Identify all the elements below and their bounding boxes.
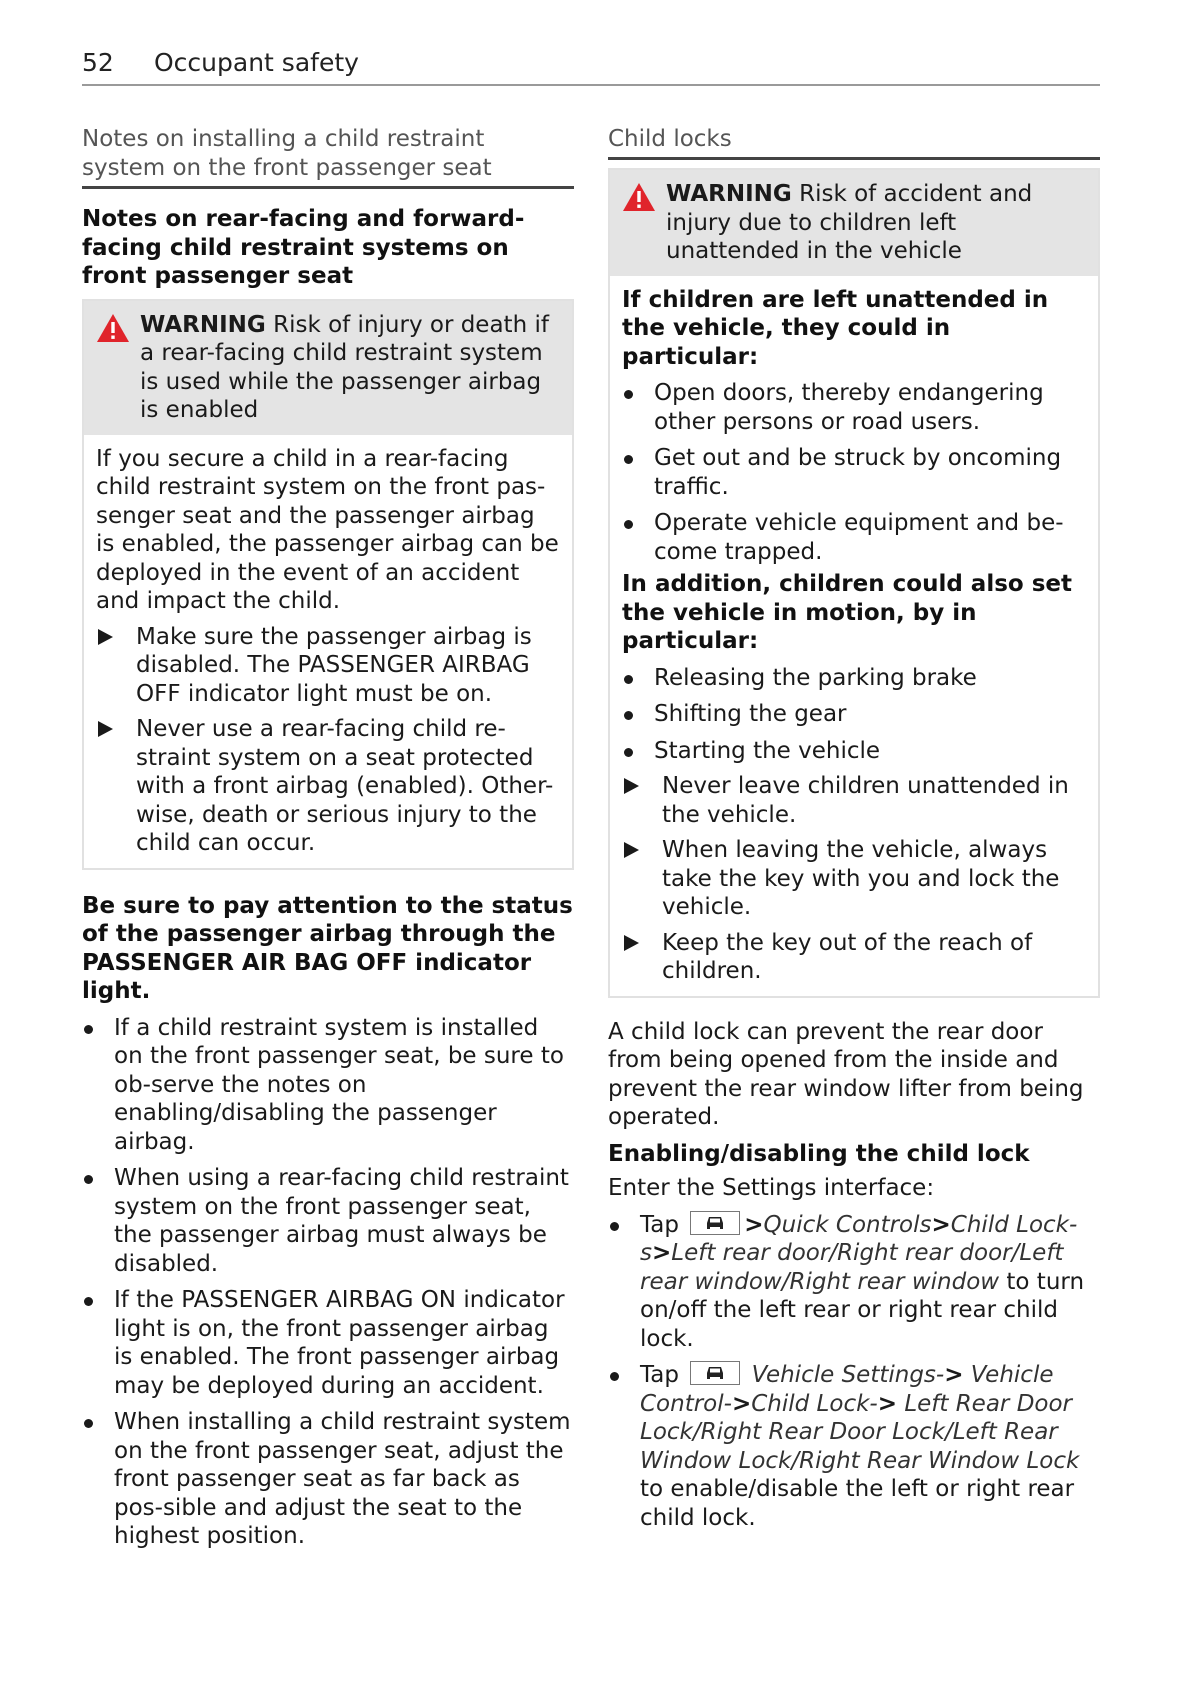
list-item: Open doors, thereby endangering other persons or road users. [622, 379, 1086, 436]
warning-header [610, 170, 1098, 276]
warning-body [610, 276, 1098, 996]
list-item: Get out and be struck by oncoming traffic. [622, 444, 1086, 501]
instruction-quick-controls: Tap >Quick Controls>Child Lock-s>Left rear door/Right rear door/Left rear window/Right rear window to turn on/off the left rear or right rear child lock. [608, 1211, 1100, 1354]
risk-list-1 [622, 379, 1086, 566]
arrow-icon [624, 778, 639, 794]
list-item: If a child restraint system is installed on the front passenger seat, be sure to ob-serve the notes on enabling/disabling the passenger airbag. [82, 1014, 574, 1157]
warning-title: Risk of injury or death if a rear-facing child restraint system is used while the passenger airbag is enabled [140, 311, 549, 423]
bullet-icon [624, 711, 633, 720]
list-item: Shifting the gear [622, 700, 1086, 729]
bullet-icon [624, 390, 633, 399]
risk-heading-2: In addition, children could also set the vehicle in motion, by in particular: [622, 571, 1072, 654]
warning-keyword: WARNING [140, 311, 266, 338]
bullet-icon [84, 1175, 93, 1184]
child-lock-intro: A child lock can prevent the rear door from being opened from the inside and prevent the rear window lifter from being operated. [608, 1018, 1084, 1130]
bullet-icon [624, 748, 633, 757]
attention-heading: Be sure to pay attention to the status of the passenger airbag through the PASSENGER AIR BAG OFF indicator light. [82, 892, 573, 1004]
list-item: Keep the key out of the reach of children. [622, 929, 1086, 986]
car-icon [690, 1211, 740, 1235]
arrow-icon [624, 842, 639, 858]
list-item: If the PASSENGER AIRBAG ON indicator light is on, the front passenger airbag is enabled. The front passenger airbag may be deployed during an accident. [82, 1286, 574, 1400]
warning-steps [622, 772, 1086, 986]
left-column [82, 125, 574, 1551]
unattended-warning-box [608, 168, 1100, 998]
subheading-child-restraint: Notes on rear-facing and forward-facing child restraint systems on front passenger seat [82, 206, 525, 289]
list-item: Make sure the passenger airbag is disabled. The PASSENGER AIRBAG OFF indicator light must be on. [96, 623, 560, 709]
list-item: Releasing the parking brake [622, 664, 1086, 693]
bullet-icon [84, 1419, 93, 1428]
warning-title: Risk of accident and injury due to children left unattended in the vehicle [666, 181, 1033, 264]
warning-triangle-icon [622, 182, 656, 212]
page-header [82, 46, 1100, 86]
page-number: 52 [82, 48, 114, 77]
bullet-icon [624, 675, 633, 684]
enable-heading: Enabling/disabling the child lock [608, 1140, 1030, 1167]
enter-settings-text: Enter the Settings interface: [608, 1175, 935, 1201]
bullet-icon [624, 520, 633, 529]
list-item: Starting the vehicle [622, 737, 1086, 766]
bullet-icon [610, 1222, 619, 1231]
warning-keyword: WARNING [666, 181, 792, 207]
list-item: Never use a rear-facing child re-straint system on a seat protected with a front airbag (enabled). Other-wise, death or serious injury to the child can occur. [96, 715, 560, 858]
list-item: When using a rear-facing child restraint system on the front passenger seat, the passenger airbag must always be disabled. [82, 1164, 574, 1278]
airbag-warning-box [82, 299, 574, 870]
arrow-icon [98, 629, 113, 645]
chapter-title: Occupant safety [154, 48, 359, 77]
list-item: Never leave children unattended in the vehicle. [622, 772, 1086, 829]
warning-triangle-icon [96, 313, 130, 343]
bullet-icon [84, 1297, 93, 1306]
warning-steps [96, 623, 560, 858]
warning-body [84, 435, 572, 868]
bullet-icon [84, 1025, 93, 1034]
instruction-vehicle-settings: Tap Vehicle Settings-> Vehicle Control->Child Lock-> Left Rear Door Lock/Right Rear Door Lock/Left Rear Window Lock/Right Rear Window Lock to enable/disable the left or right rear child lock. [608, 1361, 1100, 1532]
risk-list-2 [622, 664, 1086, 766]
warning-body-text: If you secure a child in a rear-facing child restraint system on the front pas-senger seat and the passenger airbag is enabled, the passenger airbag can be deployed in the event of an accident and impact the child. [96, 445, 559, 614]
section-heading-front-seat: Notes on installing a child restraint system on the front passenger seat [82, 125, 574, 189]
right-column [608, 125, 1100, 1532]
bullet-icon [624, 455, 633, 464]
risk-heading-1: If children are left unattended in the vehicle, they could in particular: [622, 286, 1049, 370]
list-item: When installing a child restraint system on the front passenger seat, adjust the front passenger seat as far back as pos-sible and adjust the seat to the highest position. [82, 1408, 574, 1551]
list-item: When leaving the vehicle, always take the key with you and lock the vehicle. [622, 836, 1086, 922]
car-icon [690, 1361, 740, 1385]
arrow-icon [98, 721, 113, 737]
arrow-icon [624, 935, 639, 951]
warning-header [84, 301, 572, 435]
airbag-notes-list [82, 1014, 574, 1551]
instructions-list [608, 1211, 1100, 1533]
bullet-icon [610, 1372, 619, 1381]
section-heading-child-locks: Child locks [608, 125, 1100, 160]
list-item: Operate vehicle equipment and be-come trapped. [622, 509, 1086, 566]
